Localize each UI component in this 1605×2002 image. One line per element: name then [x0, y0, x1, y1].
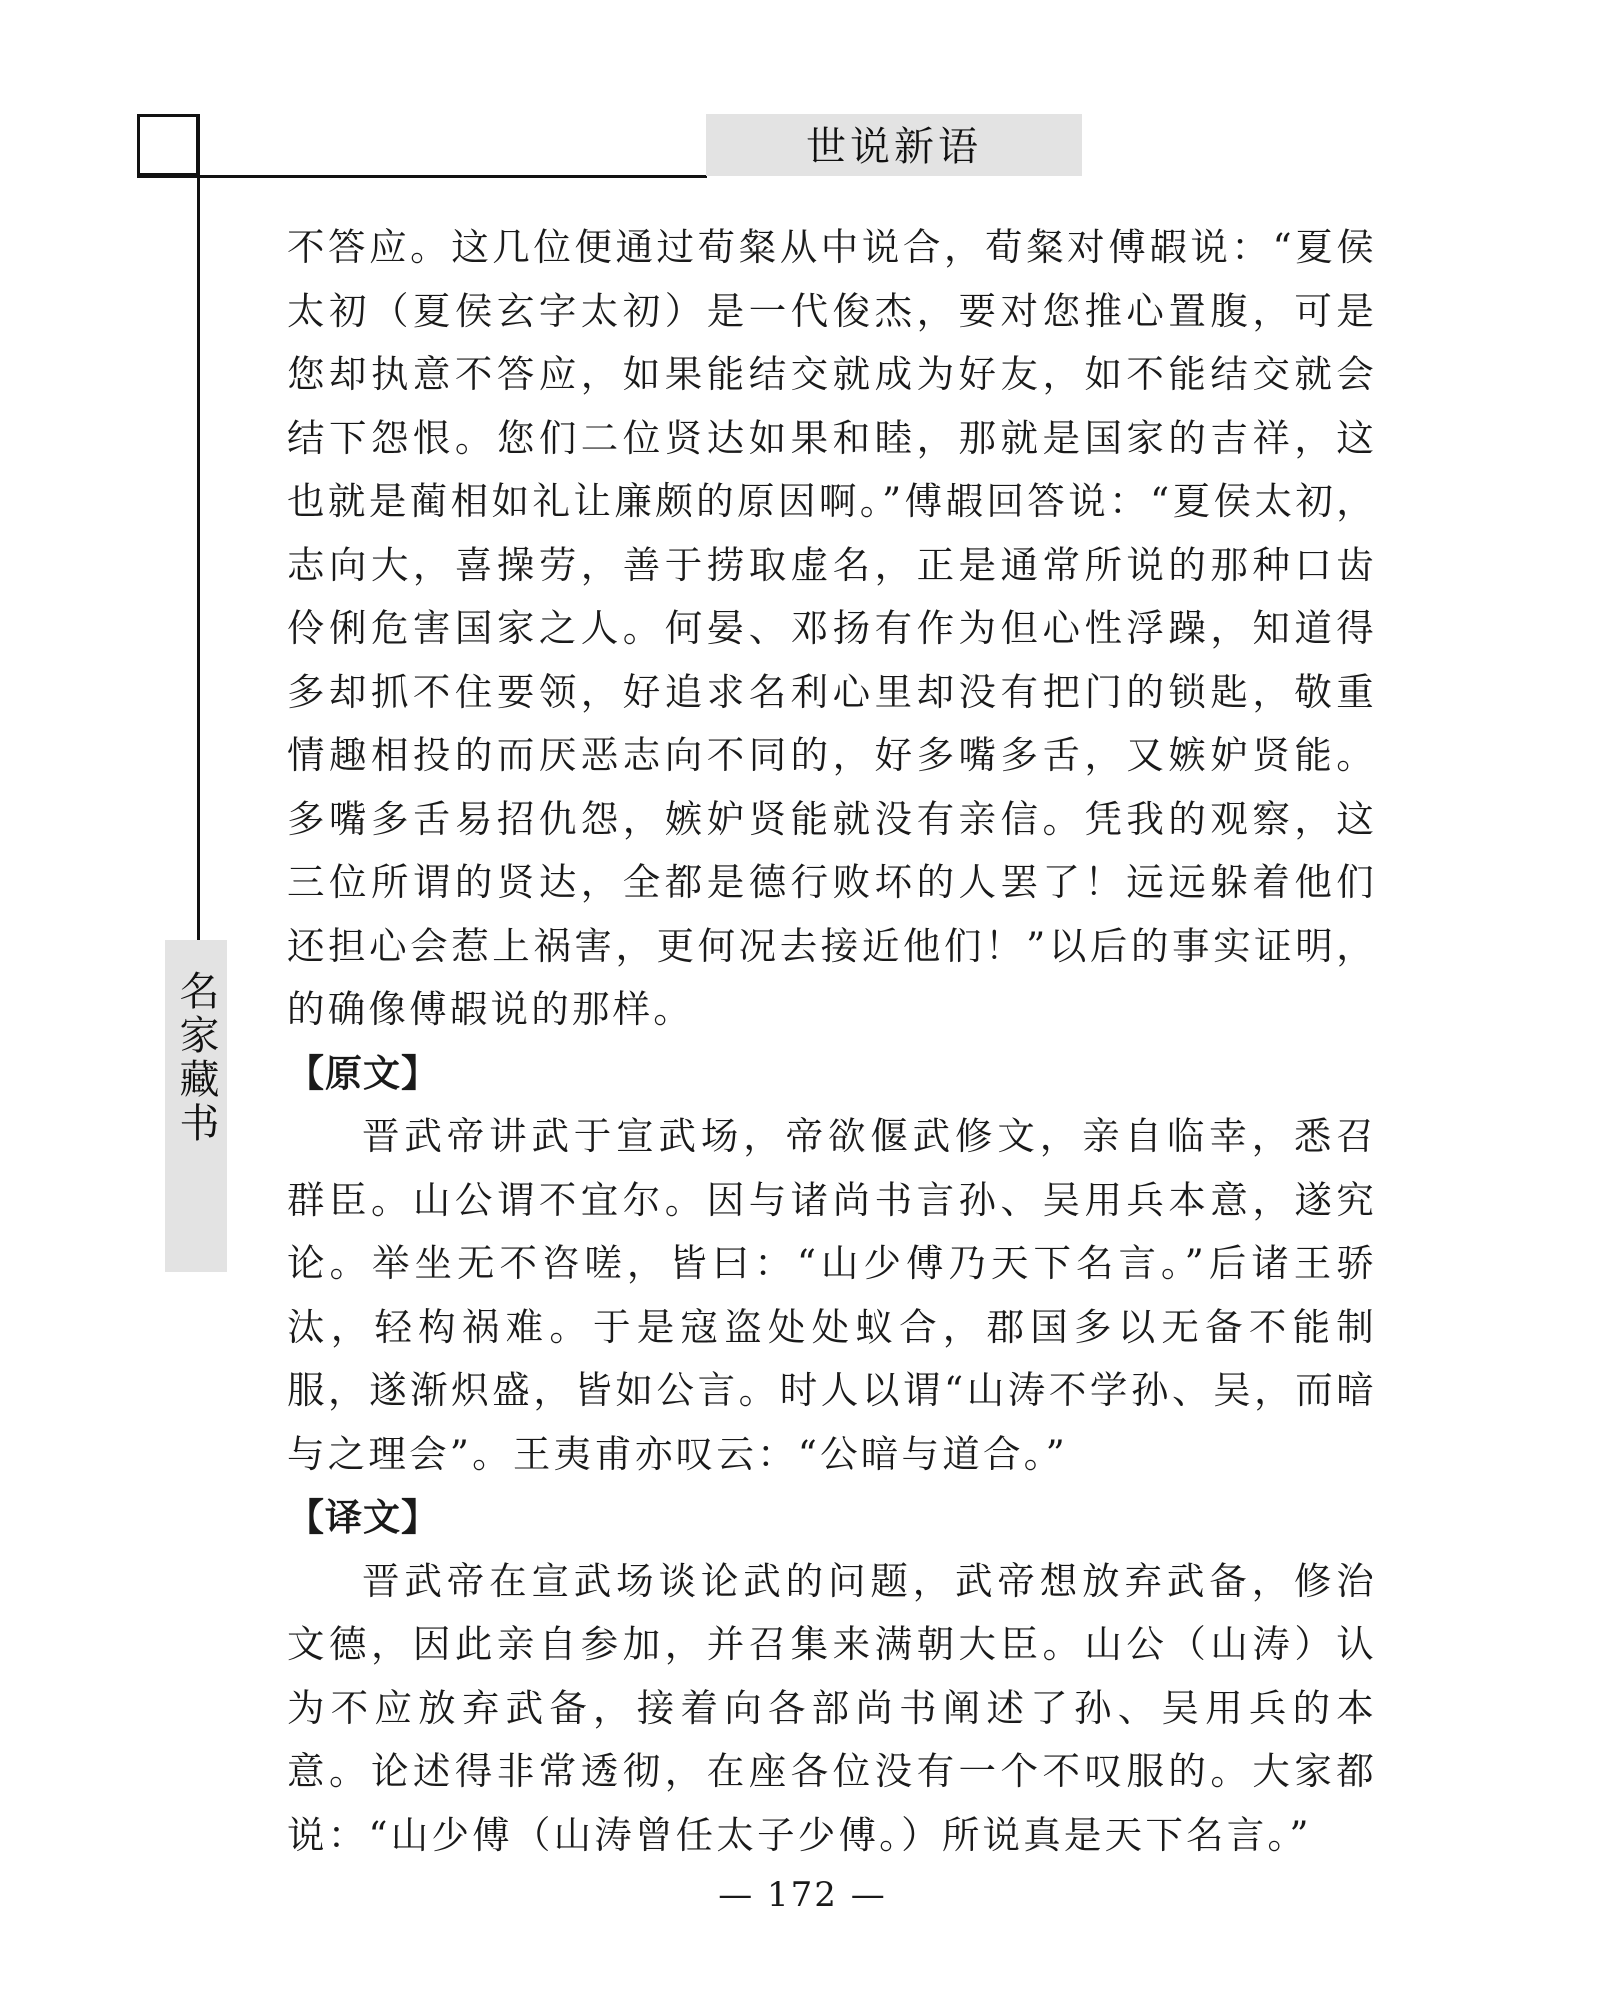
side-tab-label: 名家藏书 — [173, 970, 219, 1146]
corner-box — [137, 114, 199, 176]
translation-text-paragraph: 晋武帝在宣武场谈论武的问题，武帝想放弃武备，修治文德，因此亲自参加，并召集来满朝大臣。山公（山涛）认为不应放弃武备，接着向各部尚书阐述了孙、吴用兵的本意。论述得非常透彻，在座各位没有一个不叹服的。大家都说：“山少傅（山涛曾任太子少傅。）所说真是天下名言。” — [287, 1558, 1377, 1857]
translation-heading: 【译文】 — [287, 1496, 439, 1539]
margin-vertical-rule — [197, 114, 200, 940]
page-body — [287, 216, 1377, 1867]
side-tab — [165, 940, 227, 1272]
page-number: — 172 — — [718, 1875, 887, 1915]
translation-continued-paragraph: 不答应。这几位便通过荀粲从中说合，荀粲对傅嘏说：“夏侯太初（夏侯玄字太初）是一代俊杰，要对您推心置腹，可是您却执意不答应，如果能结交就成为好友，如不能结交就会结下怨恨。您们二位贤达如果和睦，那就是国家的吉祥，这也就是蔺相如礼让廉颇的原因啊。”傅嘏回答说：“夏侯太初，志向大，喜操劳，善于捞取虚名，正是通常所说的那种口齿伶俐危害国家之人。何晏、邓扬有作为但心性浮躁，知道得多却抓不住要领，好追求名利心里却没有把门的锁匙，敬重情趣相投的而厌恶志向不同的，好多嘴多舌，又嫉妒贤能。多嘴多舌易招仇怨，嫉妒贤能就没有亲信。凭我的观察，这三位所谓的贤达，全都是德行败坏的人罢了！远远躲着他们还担心会惹上祸害，更何况去接近他们！”以后的事实证明，的确像傅嘏说的那样。 — [287, 225, 1377, 1031]
running-header — [706, 114, 1082, 176]
header-rule — [137, 175, 707, 178]
original-text-paragraph: 晋武帝讲武于宣武场，帝欲偃武修文，亲自临幸，悉召群臣。山公谓不宜尔。因与诸尚书言孙、吴用兵本意，遂究论。举坐无不咨嗟，皆曰：“山少傅乃天下名言。”后诸王骄汰，轻构祸难。于是寇盗处处蚁合，郡国多以无备不能制服，遂渐炽盛，皆如公言。时人以谓“山涛不学孙、吴，而暗与之理会”。王夷甫亦叹云：“公暗与道合。” — [287, 1114, 1377, 1476]
book-title: 世说新语 — [806, 124, 982, 170]
original-heading: 【原文】 — [287, 1051, 439, 1095]
